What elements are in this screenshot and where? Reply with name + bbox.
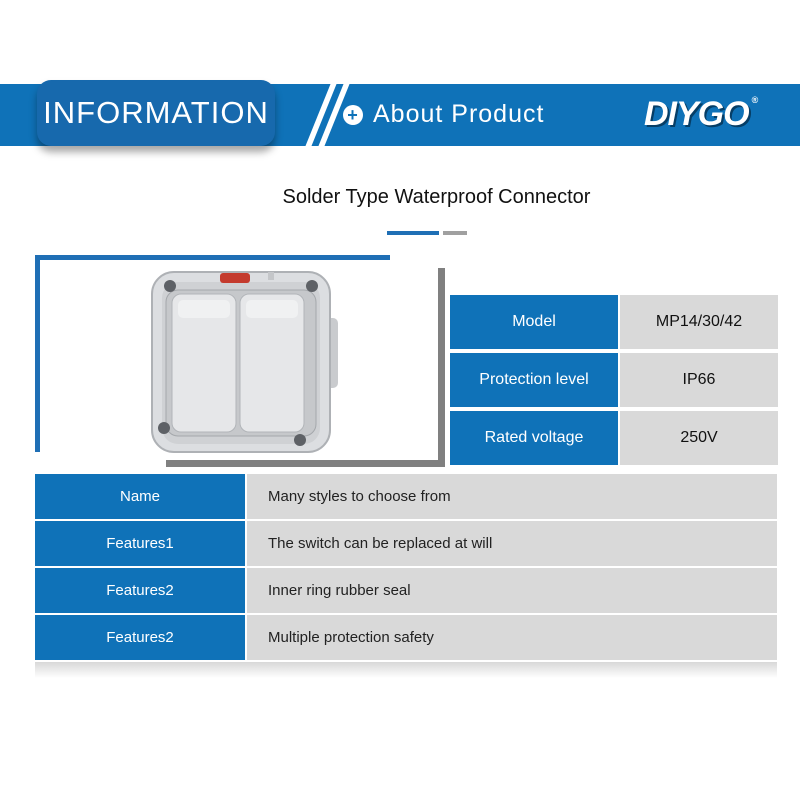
feature-value: Inner ring rubber seal bbox=[245, 568, 777, 613]
feature-value: The switch can be replaced at will bbox=[245, 521, 777, 566]
frame-accent bbox=[438, 268, 445, 467]
plus-icon: + bbox=[343, 105, 363, 125]
feature-row-2 bbox=[35, 568, 777, 613]
spec-value: MP14/30/42 bbox=[618, 295, 778, 349]
feature-value: Many styles to choose from bbox=[245, 474, 777, 519]
feature-label: Name bbox=[35, 474, 245, 519]
feature-label: Features2 bbox=[35, 615, 245, 660]
title-underline-blue bbox=[387, 231, 439, 235]
brand-logo bbox=[644, 95, 757, 134]
title-underline-gray bbox=[443, 231, 467, 235]
about-product-label: About Product bbox=[373, 100, 545, 128]
about-product-heading bbox=[343, 100, 544, 129]
spec-row-protection bbox=[450, 353, 778, 407]
product-image bbox=[148, 268, 342, 456]
spec-value: IP66 bbox=[618, 353, 778, 407]
feature-row-1 bbox=[35, 521, 777, 566]
registered-mark: ® bbox=[751, 95, 758, 105]
spec-label: Model bbox=[450, 295, 618, 349]
spec-row-voltage bbox=[450, 411, 778, 465]
frame-accent bbox=[166, 460, 445, 467]
table-shadow bbox=[35, 662, 777, 678]
frame-accent bbox=[35, 255, 40, 452]
spec-label: Protection level bbox=[450, 353, 618, 407]
logo-text: DIYGO bbox=[644, 95, 749, 133]
information-tab: INFORMATION bbox=[37, 80, 275, 146]
page-title: Solder Type Waterproof Connector bbox=[282, 186, 591, 208]
spec-value: 250V bbox=[618, 411, 778, 465]
spec-label: Rated voltage bbox=[450, 411, 618, 465]
feature-row-3 bbox=[35, 615, 777, 660]
feature-row-name bbox=[35, 474, 777, 519]
frame-accent bbox=[35, 255, 390, 260]
feature-value: Multiple protection safety bbox=[245, 615, 777, 660]
feature-label: Features1 bbox=[35, 521, 245, 566]
feature-label: Features2 bbox=[35, 568, 245, 613]
spec-row-model bbox=[450, 295, 778, 349]
